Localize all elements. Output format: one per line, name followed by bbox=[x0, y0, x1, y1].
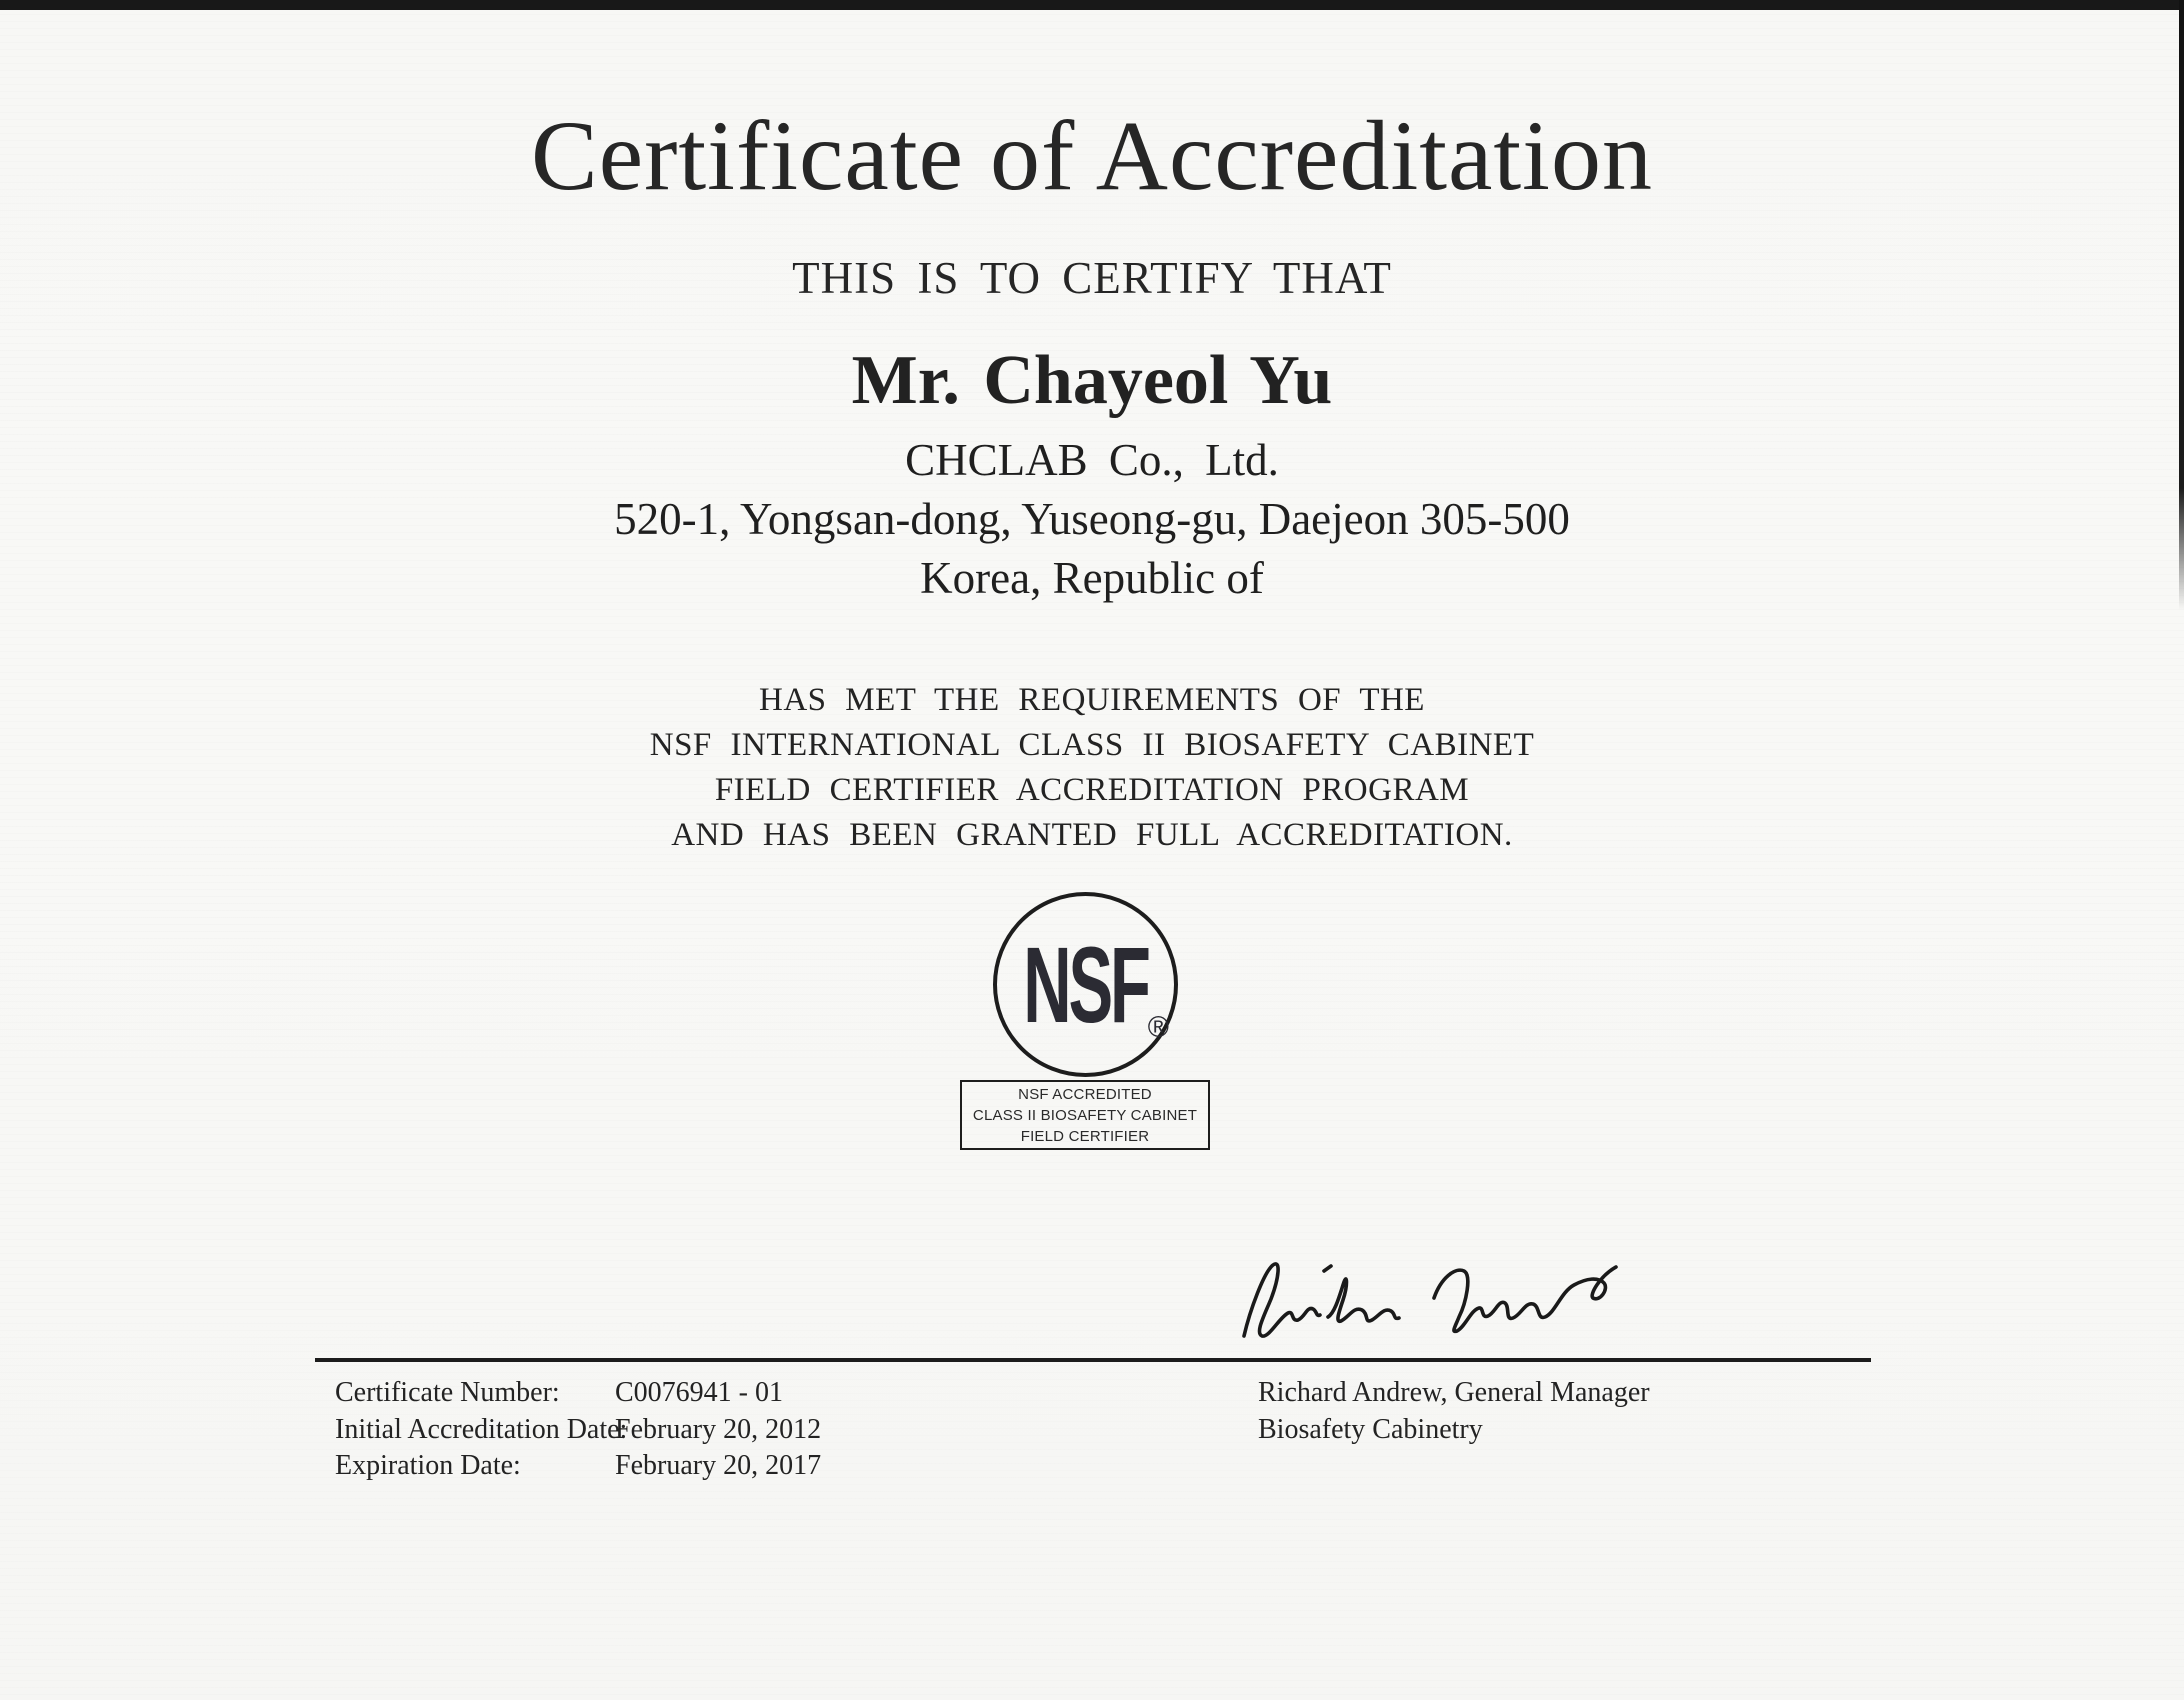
badge-line: CLASS II BIOSAFETY CABINET bbox=[972, 1106, 1198, 1124]
statement-line: AND HAS BEEN GRANTED FULL ACCREDITATION. bbox=[671, 817, 1513, 853]
recipient-address: 520-1, Yongsan-dong, Yuseong-gu, Daejeon 305-500 bbox=[614, 494, 1570, 544]
signatory-name-title: Richard Andrew, General Manager bbox=[1258, 1377, 1650, 1408]
registered-trademark-symbol: ® bbox=[1147, 1010, 1169, 1044]
badge-line: FIELD CERTIFIER bbox=[1020, 1127, 1150, 1145]
recipient-country: Korea, Republic of bbox=[920, 553, 1264, 603]
statement-line: NSF INTERNATIONAL CLASS II BIOSAFETY CABINET bbox=[649, 727, 1535, 763]
statement-line: FIELD CERTIFIER ACCREDITATION PROGRAM bbox=[714, 772, 1470, 808]
nsf-logo-icon bbox=[993, 892, 1178, 1077]
scan-artifact-top-edge bbox=[0, 0, 2184, 10]
initial-accreditation-date-value: February 20, 2012 bbox=[615, 1414, 822, 1445]
signature-divider-line bbox=[315, 1358, 1871, 1362]
expiration-date-value: February 20, 2017 bbox=[615, 1450, 822, 1481]
certificate-number-label: Certificate Number: bbox=[335, 1377, 560, 1408]
nsf-logo-text: NSF bbox=[1023, 923, 1148, 1045]
page-title: Certificate of Accreditation bbox=[531, 100, 1653, 211]
nsf-logo-lettering bbox=[1023, 923, 1169, 1045]
initial-accreditation-date-label: Initial Accreditation Date: bbox=[335, 1414, 628, 1445]
certificate-number-value: C0076941 - 01 bbox=[615, 1377, 783, 1408]
certify-line: THIS IS TO CERTIFY THAT bbox=[792, 253, 1392, 303]
nsf-accredited-badge bbox=[960, 1080, 1210, 1150]
statement-line: HAS MET THE REQUIREMENTS OF THE bbox=[759, 682, 1425, 718]
expiration-date-label: Expiration Date: bbox=[335, 1450, 521, 1481]
signature bbox=[1238, 1254, 1638, 1354]
accreditation-statement bbox=[0, 678, 2184, 858]
signatory-department: Biosafety Cabinetry bbox=[1258, 1414, 1483, 1445]
recipient-company: CHCLAB Co., Ltd. bbox=[905, 435, 1279, 485]
badge-line: NSF ACCREDITED bbox=[1018, 1085, 1152, 1103]
recipient-name: Mr. Chayeol Yu bbox=[851, 342, 1333, 419]
